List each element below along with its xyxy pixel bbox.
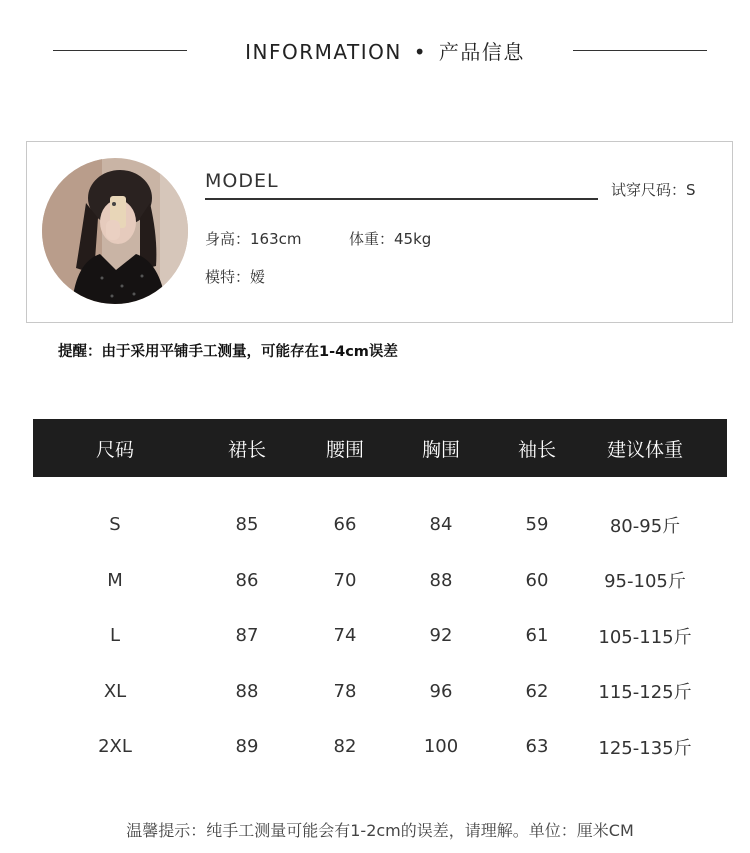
header-skirt-length: 裙长: [227, 438, 266, 461]
trial-size: 试穿尺码：S: [611, 181, 696, 199]
cell-skirt-length: 85: [235, 514, 259, 536]
cell-waist: 82: [333, 736, 357, 758]
header-divider-left: [53, 50, 187, 51]
cell-skirt-length: 89: [235, 736, 259, 758]
cell-size: S: [109, 514, 121, 536]
model-card: [26, 141, 733, 323]
header-sleeve-length: 袖长: [517, 438, 556, 461]
cell-skirt-length: 88: [235, 680, 259, 702]
cell-suggested-weight: 115-125斤: [598, 682, 692, 704]
cell-size: M: [107, 569, 123, 591]
cell-suggested-weight: 105-115斤: [598, 626, 692, 648]
header-waist: 腰围: [325, 438, 364, 461]
cell-sleeve-length: 62: [525, 680, 549, 702]
cell-bust: 88: [429, 569, 453, 591]
model-label: MODEL: [205, 170, 279, 192]
model-underline: [205, 198, 598, 200]
header-divider-right: [573, 50, 707, 51]
header-size: 尺码: [95, 438, 134, 461]
size-table-header: [33, 419, 727, 477]
cell-size: 2XL: [98, 736, 132, 758]
cell-bust: 96: [429, 680, 453, 702]
table-row: [33, 719, 727, 775]
footer-note: 温馨提示：纯手工测量可能会有1-2cm的误差，请理解。单位：厘米CM: [126, 821, 634, 840]
cell-suggested-weight: 80-95斤: [609, 515, 681, 537]
header-suggested-weight: 建议体重: [606, 438, 683, 461]
header-dot: •: [413, 40, 427, 64]
info-header: [0, 30, 750, 70]
cell-size: XL: [103, 680, 127, 702]
cell-waist: 70: [333, 569, 357, 591]
cell-sleeve-length: 61: [525, 625, 549, 647]
cell-sleeve-length: 59: [525, 514, 549, 536]
cell-bust: 84: [429, 514, 453, 536]
header-title-en: INFORMATION: [245, 40, 402, 64]
size-table: [33, 419, 727, 775]
cell-waist: 78: [333, 680, 357, 702]
model-photo: [42, 158, 188, 304]
table-row: [33, 608, 727, 664]
model-name: 模特：嫒: [205, 268, 266, 286]
cell-bust: 100: [423, 736, 459, 758]
header-title-cn: 产品信息: [438, 40, 525, 64]
cell-suggested-weight: 95-105斤: [604, 571, 686, 593]
header-bust: 胸围: [421, 438, 460, 461]
cell-skirt-length: 87: [235, 625, 259, 647]
size-table-body: [33, 497, 727, 775]
cell-size: L: [109, 625, 121, 647]
cell-waist: 74: [333, 625, 357, 647]
cell-sleeve-length: 60: [525, 569, 549, 591]
header-title: [210, 36, 560, 65]
table-row: [33, 497, 727, 553]
cell-bust: 92: [429, 625, 453, 647]
table-row: [33, 664, 727, 720]
cell-skirt-length: 86: [235, 569, 259, 591]
cell-waist: 66: [333, 514, 357, 536]
table-row: [33, 553, 727, 609]
measurement-notice: 提醒：由于采用平铺手工测量，可能存在1-4cm误差: [58, 344, 398, 360]
cell-suggested-weight: 125-135斤: [598, 737, 692, 759]
model-height: 身高：163cm: [205, 230, 302, 248]
cell-sleeve-length: 63: [525, 736, 549, 758]
model-weight: 体重：45kg: [349, 230, 432, 248]
model-avatar: [42, 158, 188, 304]
